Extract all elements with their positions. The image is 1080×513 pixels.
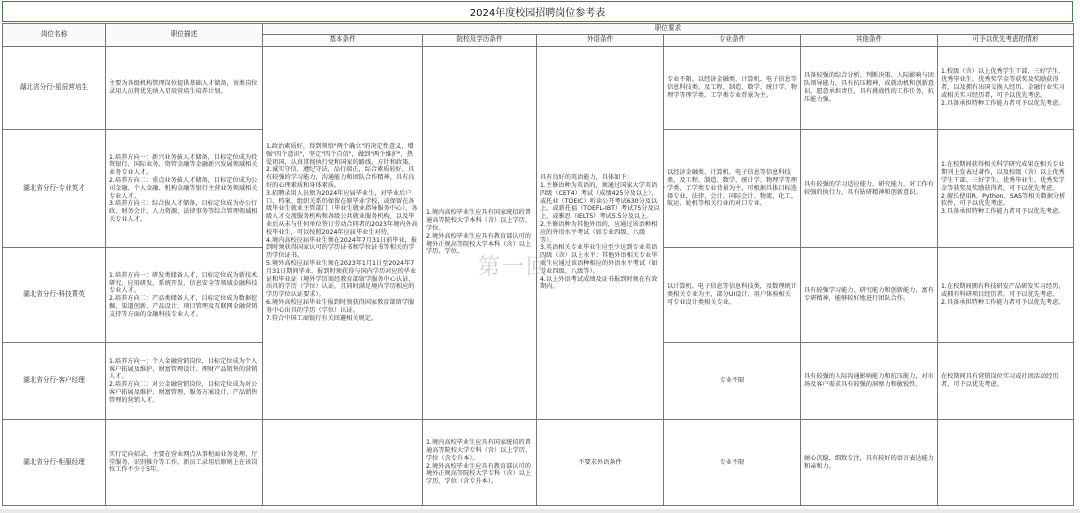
table-row [3, 46, 1074, 130]
header-preferred: 可予以优先考虑的情形 [938, 35, 1074, 46]
header-requirements: 职位要求 [263, 24, 1074, 35]
header-basic: 基本条件 [263, 35, 423, 46]
position-description[interactable]: 1.培养方向一：研发类储备人才，目标定位成为新技术研究、应用研发、系统开发、信息安全等领域金融科技专业人才。 2.培养方向二：产品类储备人才，目标定位成为数据挖掘、渠道创新、产品设计、项目管理及互联网金融营销支持等方面的金融科技专业人才。 [106, 248, 263, 343]
language-conditions[interactable]: 具有良好的英语能力，具体如下： 1.主修语种为英语的，须通过国家大学英语四级（CET4）考试（成绩425分及以上），或托业（TOEIC）听读公开考试630分及以上，或新托福（TOEFL-IBT）考试75分及以上，或雅思（IELTS）考试5.5分及以上。 2.主修语种为其他外语的，应通过该语种相应的外语水平考试（如专业四级、八级等）。 3.英语相关专业毕业生应至少达到专业英语四级（含）以上水平；其他外语相关专业毕业生应通过该语种相应的外语水平考试（如专业四级、八级等）。 4.以上外语考试成绩及证书报到时须在有效期内。 [537, 46, 664, 420]
position-name[interactable]: 湖北省分行-专业英才 [3, 130, 106, 248]
bottom-edge [0, 509, 1080, 513]
table-row [3, 420, 1074, 506]
header-other: 其他条件 [801, 35, 938, 46]
major-conditions[interactable]: 专业不限。以经济金融类、计算机、电子信息等信息科技类、及工程、制造、数学、统计学、物理学等理学类、工学类专业背景为主。 [664, 46, 801, 130]
major-conditions[interactable]: 以计算机、电子信息等信息科技类，及数理统计类相关专业为主，部分UI设计、用户体验相关可专业设计类相关专业。 [664, 248, 801, 343]
watermark-text: 第一回 [478, 255, 551, 280]
position-name[interactable]: 湖北省分行-客户经理 [3, 343, 106, 420]
basic-conditions[interactable]: 1.政治素质好，得到领悟"两个确立"的决定性意义，增强"四个意识"，坚定"四个自信"，做到"两个维护"，热爱祖国，认真贯彻执行党和国家的路线、方针和政策。 2.诚实守信，遵纪守法，品行端正，综合素质较好，具有较强的学习能力，沟通能力和团队合作精神，具有良好的心理素质和身体素质。 3.招聘录用人员须为2024年应届毕业生，对毕业后户口、档案、组织关系仍保留在原毕业学校，或保留在各级毕业生就业主管部门（毕业生就业指导服务中心）、各级人才交流服务机构和各级公共就业服务机构，以及毕业后从未与任何单位签订劳动合同者的2023年境内外高校毕业生，可以按照2024年应届毕业生对待。 4.境内高校应届毕业生须在2024年7月31日前毕业，报到时须获得国家认可的学历证书和学位证书等相关的学历学位证书。 5.境外高校应届毕业生须在2023年1月1日至2024年7月31日期间毕业，报到时须获得与国内学历对应的毕业证和毕业证（境外学历需经教育部留学服务中心认证，出具的学历（学位）认证，且同时满足境内学历相应的学历学位认证要求）。 6.境外高校应届毕业生报到时须获得国家教育部留学服务中心出具的学历（学位）认证。 7.符合中国工商银行有关回避相关规定。 [263, 46, 423, 420]
position-description[interactable]: 1.培养方向一：新兴业务拔人才储备，目标定位成为投资银行、国际业务、资管金融等金融新兴发展领域相关业务专业人才。 2.培养方向二：重点业务拔人才储备，目标定位成为公司金融、个人金融、机构金融等银行主营业务领域相关专业人才。 3.培养方向三：综合拔人才储备，目标定位成为办公行政、财务会计、人力资源、法律事务等综合管理领域相关专业人才。 [106, 130, 263, 248]
basic-conditions-extra[interactable] [263, 420, 423, 506]
major-conditions[interactable]: 以经济金融类、计算机、电子信息等信息科技类，及工程、制造、数学、统计学、物理学等理学类、工学类专业背景为主，可根据具体目标选择专业，法律、会计、国际会计、物流、化工、航运、轮机等相关行业的对口专业。 [664, 130, 801, 248]
recruitment-table [2, 23, 1074, 506]
position-name[interactable]: 湖北省分行-柜服经理 [3, 420, 106, 506]
header-description: 职位描述 [106, 24, 263, 47]
header-position: 岗位名称 [3, 24, 106, 47]
other-conditions[interactable]: 具有较强的人际沟通影响能力和抗压能力，对市场及客户需求具有较强的洞察力和敏锐性。 [801, 343, 938, 420]
position-description[interactable]: 主要为各级机构管理岗位提供基础人才储备，该类岗位录用人员将优先纳入星辰营培生培养计划。 [106, 46, 263, 130]
header-major: 专业条件 [664, 35, 801, 46]
preferred-conditions[interactable]: 1.在校期间拥有科技研发产品研发实习经历，或拥有科研项目经历者，可予以优先考虑。 2.具备承担特种工作能力者可予以优先考虑。 [938, 248, 1074, 343]
other-conditions[interactable]: 具有较强学习能力、研究能力和创新能力，富有专研精神，能够较好地进行团队合作。 [801, 248, 938, 343]
other-conditions[interactable]: 具备较强的综合分析、判断决策、人际影响与团队领导能力，具有抗压精神，成就动机和创新意识，愿意承担责任，具有挑战性的工作任务，抗压能力强。 [801, 46, 938, 130]
sheet-title-bar[interactable] [2, 1, 1073, 22]
position-description[interactable]: 1.培养方向一：个人金融营销岗位，目标定位成为个人客户拓展及维护、财富管理设计、理财产品销售的营销人才。 2.培养方向二：对公金融营销岗位，目标定位成为对公客户拓展及维护、财富管理、服务方案设计、产品销售管理的营销人才。 [106, 343, 263, 420]
other-conditions[interactable]: 具有较强的学习适应能力、研究能力，对工作有较强的执行力，具有钻研精神和创新意识。 [801, 130, 938, 248]
header-school: 院校及学历条件 [423, 35, 537, 46]
school-conditions[interactable]: 1.境内高校毕业生应具有国家统招的普通高等院校大学专科（含）以上学历、学位（含专升本）。 2.境外高校毕业生应具有教育部认可的境外正规高等院校大学专科（含）以上学历、学位（含专升本）。 [423, 420, 537, 506]
preferred-conditions[interactable]: 在校期间具有营销岗位实习或社团活动经历者，可予以优先考虑。 [938, 343, 1074, 420]
language-conditions[interactable]: 不要求外语条件 [537, 420, 664, 506]
position-name[interactable]: 湖北省分行-星辰营培生 [3, 46, 106, 130]
position-description[interactable]: 实行定向招录，主要在营业网点从事柜面业务处理、厅堂服务、识别推介等工作，新员工录用后原则上在该岗位工作不少于5年。 [106, 420, 263, 506]
school-conditions[interactable]: 1.境内高校毕业生应具有国家统招的普通高等院校大学本科（含）以上学历、学位。 2.境外高校毕业生应具有教育部认可的境外正规高等院校大学本科（含）以上学历、学位。 [423, 46, 537, 420]
header-language: 外语条件 [537, 35, 664, 46]
preferred-conditions[interactable]: 1.校级（含）以上优秀学生干部、三好学生、优秀毕业生、优秀奖学金等获奖及奖励获得者，以及拥有出国交换人经历、金融行业实习或相关实习经历者，可予以优先考虑。 2.具备承担特种工作能力者可予以优先考虑。 [938, 46, 1074, 130]
major-conditions[interactable]: 专业不限 [664, 343, 801, 420]
sheet-title: 2024年度校园招聘岗位参考表 [469, 8, 606, 19]
position-name[interactable]: 湖北省分行-科技菁英 [3, 248, 106, 343]
preferred-conditions[interactable]: 1.在校期间获得相关科学研究成果在相关专业期刊上发表过著作，以及校级（含）以上优秀学生干部、三好学生、优秀毕业生、优秀奖学金等获奖及奖励获得者，可予以优先考虑。 2.擅长使用R、Python、SAS等相关数据分析软件，可予以优先考虑。 3.具备承担特种工作能力者可予以优先考虑。 [938, 130, 1074, 248]
preferred-conditions[interactable] [938, 420, 1074, 506]
major-conditions[interactable]: 专业不限 [664, 420, 801, 506]
other-conditions[interactable]: 耐心沉稳，细致专注，具有较好的语言表达能力和亲和力。 [801, 420, 938, 506]
